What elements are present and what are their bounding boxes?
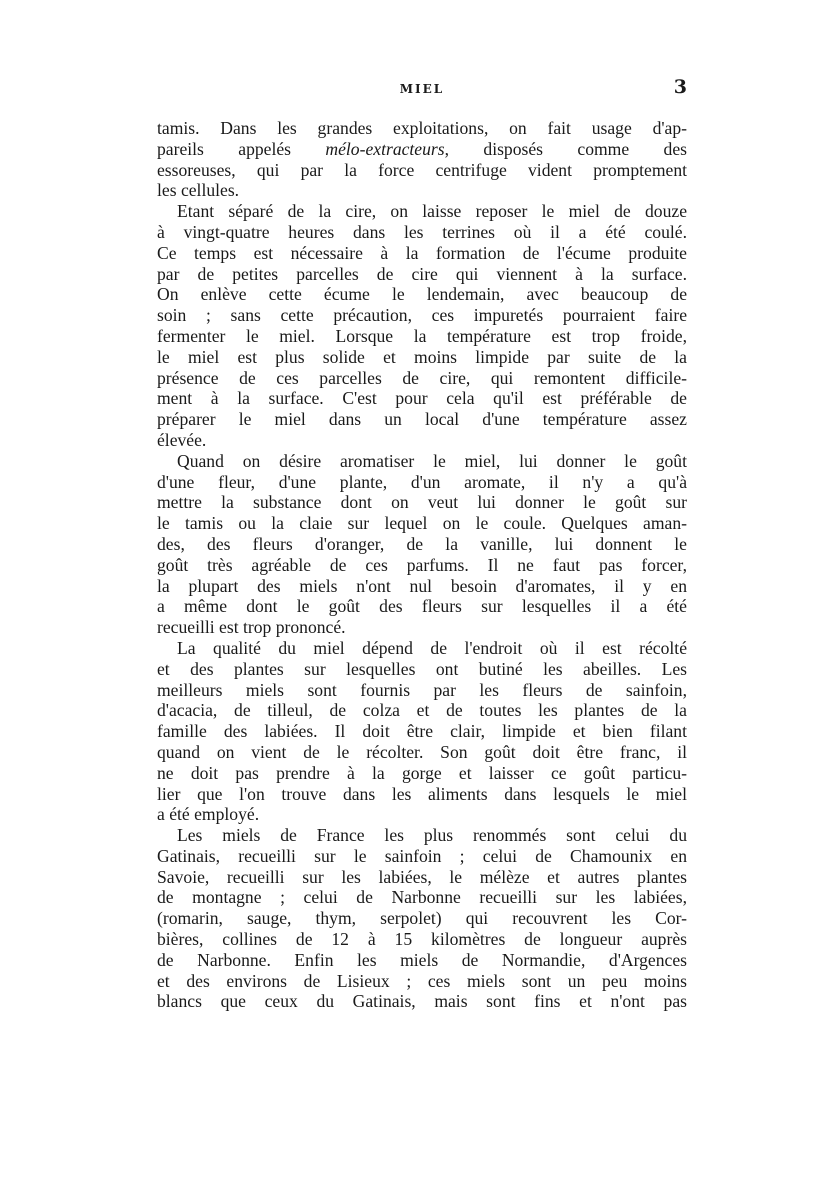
text-fragment: pareils appelés [157, 138, 326, 159]
italic-term: mélo-extracteurs [325, 138, 445, 159]
text-line: le miel est plus solide et moins limpide par suite de la [157, 346, 687, 367]
text-line: quand on vient de le récolter. Son goût doit être franc, il [157, 741, 687, 762]
paragraph-3 [157, 451, 687, 638]
text-line: par de petites parcelles de cire qui viennent à la surface. [157, 263, 687, 284]
text-line: tamis. Dans les grandes exploitations, on fait usage d'ap- [157, 118, 687, 138]
text-line: essoreuses, qui par la force centrifuge vident promptement [157, 159, 687, 180]
text-line: élevée. [157, 429, 207, 450]
text-line: Ce temps est nécessaire à la formation de l'écume produite [157, 242, 687, 263]
text-line: bières, collines de 12 à 15 kilomètres de longueur auprès [157, 929, 687, 950]
paragraph-1 [157, 118, 687, 201]
text-line: et des plantes sur lesquelles ont butiné les abeilles. Les [157, 658, 687, 679]
running-title: MIEL [399, 82, 445, 96]
text-line: présence de ces parcelles de cire, qui remontent difficile- [157, 367, 687, 388]
text-line: ment à la surface. C'est pour cela qu'il est préférable de [157, 388, 687, 409]
book-page [157, 76, 687, 1012]
text-line: (romarin, sauge, thym, serpolet) qui recouvrent les Cor- [157, 908, 687, 929]
text-line: La qualité du miel dépend de l'endroit où il est récolté [177, 637, 687, 658]
text-line: Les miels de France les plus renommés sont celui du [177, 825, 687, 846]
running-header [157, 76, 687, 110]
text-line: recueilli est trop prononcé. [157, 617, 346, 638]
text-line: à vingt-quatre heures dans les terrines où il a été coulé. [157, 221, 687, 242]
text-line: Gatinais, recueilli sur le sainfoin ; celui de Chamounix en [157, 845, 687, 866]
text-line: ne doit pas prendre à la gorge et laisser ce goût particu- [157, 762, 687, 783]
page-number: 3 [673, 76, 687, 98]
text-line: le tamis ou la claie sur lequel on le coule. Quelques aman- [157, 513, 687, 534]
paragraph-2 [157, 201, 687, 451]
text-fragment: , disposés comme des [444, 138, 687, 159]
text-line: la plupart des miels n'ont nul besoin d'aromates, il y en [157, 575, 687, 596]
text-body [157, 118, 687, 1012]
text-line: mettre la substance dont on veut lui donner le goût sur [157, 492, 687, 513]
text-line: fermenter le miel. Lorsque la température est trop froide, [157, 325, 687, 346]
text-line: goût très agréable de ces parfums. Il ne faut pas forcer, [157, 554, 687, 575]
text-line: les cellules. [157, 180, 240, 201]
text-line: lier que l'on trouve dans les aliments dans lesquels le miel [157, 783, 687, 804]
text-line: des, des fleurs d'oranger, de la vanille, lui donnent le [157, 533, 687, 554]
text-line: soin ; sans cette précaution, ces impuretés pourraient faire [157, 305, 687, 326]
text-line: a été employé. [157, 804, 260, 825]
paragraph-4 [157, 638, 687, 825]
text-line: de Narbonne. Enfin les miels de Normandie, d'Argences [157, 949, 687, 970]
text-line: d'acacia, de tilleul, de colza et de toutes les plantes de la [157, 700, 687, 721]
text-line: famille des labiées. Il doit être clair, limpide et bien filant [157, 721, 687, 742]
text-line: et des environs de Lisieux ; ces miels sont un peu moins [157, 970, 687, 991]
text-line: Quand on désire aromatiser le miel, lui donner le goût [177, 450, 687, 471]
text-line: blancs que ceux du Gatinais, mais sont fins et n'ont pas [157, 991, 687, 1012]
text-line: a même dont le goût des fleurs sur lesquelles il a été [157, 596, 687, 617]
text-line: Etant séparé de la cire, on laisse reposer le miel de douze [177, 201, 687, 222]
text-line: meilleurs miels sont fournis par les fleurs de sainfoin, [157, 679, 687, 700]
text-line-with-italic [157, 139, 687, 160]
text-line: Savoie, recueilli sur les labiées, le mélèze et autres plantes [157, 866, 687, 887]
paragraph-5 [157, 825, 687, 1012]
text-line: d'une fleur, d'une plante, d'un aromate, il n'y a qu'à [157, 471, 687, 492]
text-line: de montagne ; celui de Narbonne recueilli sur les labiées, [157, 887, 687, 908]
text-line: On enlève cette écume le lendemain, avec beaucoup de [157, 284, 687, 305]
text-line: préparer le miel dans un local d'une température assez [157, 409, 687, 430]
